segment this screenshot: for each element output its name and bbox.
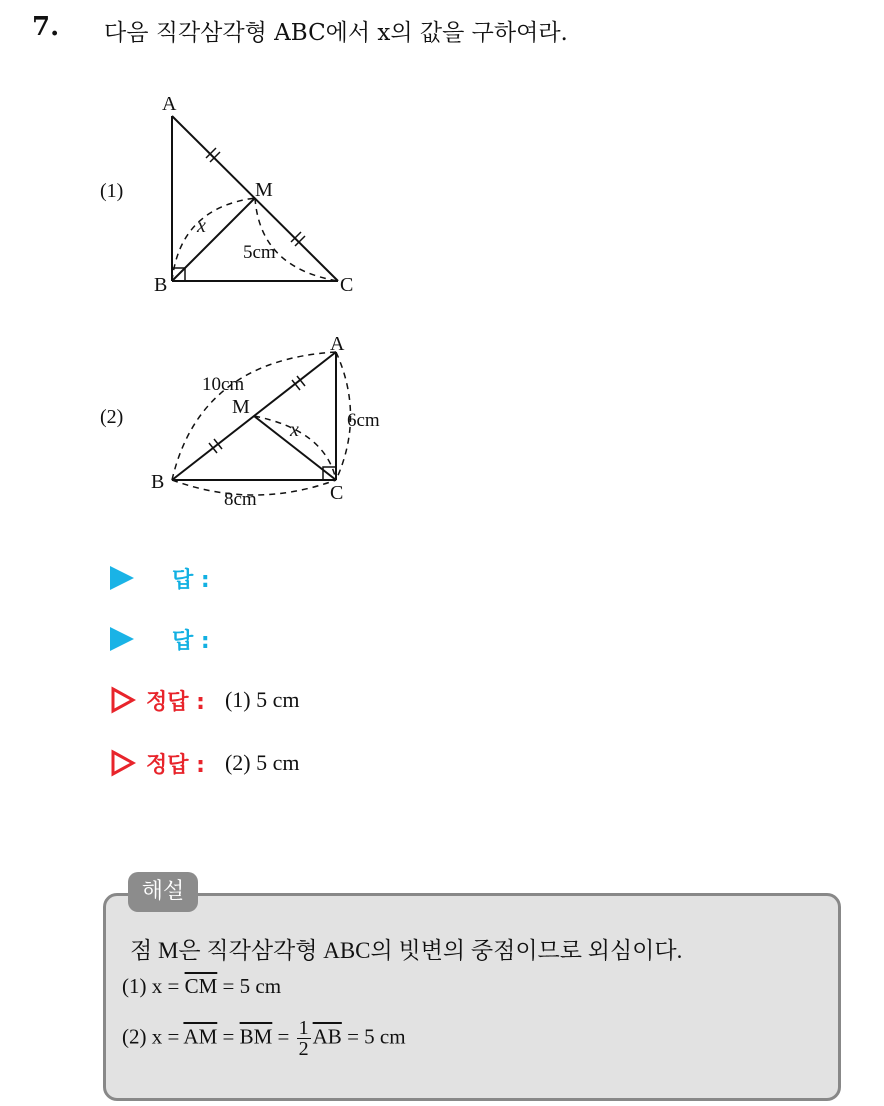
fig2-side-label: 6cm: [347, 410, 380, 431]
explanation-line-3: [122, 1018, 406, 1059]
answer-row-2: [110, 622, 210, 656]
correct-value: (1) 5 cm: [224, 687, 300, 712]
line2-suffix: = 5 cm: [217, 974, 282, 998]
correct-label: 정답 :: [146, 689, 205, 715]
explanation-box: [103, 893, 841, 1101]
outline-triangle-icon: [110, 749, 136, 777]
fig2-point-B: B: [151, 471, 165, 493]
line2-prefix: (1) x =: [122, 974, 185, 998]
line3-suffix: = 5 cm: [341, 1024, 406, 1049]
sub2-label: (2): [100, 406, 124, 428]
answer-row-1: [110, 561, 210, 595]
segment-bm: $\overline{BM}$: [239, 1024, 273, 1049]
figure-2: [140, 330, 410, 515]
segment-ab: $\overline{AB}$: [312, 1024, 342, 1049]
correct-label: 정답 :: [146, 752, 205, 778]
segment-am: $\overline{AM}$: [183, 1024, 218, 1049]
explanation-line-2: [122, 974, 281, 999]
segment-cm: $\overline{CM}$: [184, 974, 218, 998]
line3-prefix: (2) x =: [122, 1024, 184, 1049]
correct-row-2: [110, 746, 300, 780]
fig1-length-label: 5cm: [243, 242, 276, 263]
fraction-half: [297, 1018, 311, 1059]
fig1-point-M: M: [255, 179, 273, 201]
explanation-line-1: 점 M은 직각삼각형 ABC의 빗변의 중점이므로 외심이다.: [130, 938, 683, 963]
equals: =: [272, 1024, 295, 1049]
correct-value: (2) 5 cm: [224, 750, 300, 775]
outline-triangle-icon: [110, 686, 136, 714]
fig2-point-M: M: [232, 396, 250, 418]
fig1-point-B: B: [154, 274, 168, 296]
play-triangle-icon: [110, 566, 134, 590]
fig1-x-label: x: [197, 215, 206, 237]
fraction-denominator: 2: [298, 1038, 309, 1060]
fig2-point-A: A: [330, 333, 345, 355]
question-number: 7.: [32, 12, 60, 42]
correct-row-1: [110, 683, 300, 717]
fig2-point-C: C: [330, 482, 344, 504]
fig2-base-label: 8cm: [224, 489, 257, 510]
fraction-numerator: 1: [298, 1017, 309, 1039]
sub1-label: (1): [100, 180, 124, 202]
fig1-point-C: C: [340, 274, 354, 296]
fig2-x-label: x: [290, 419, 299, 441]
fig1-point-A: A: [162, 93, 177, 115]
fig2-hyp-label: 10cm: [202, 374, 245, 395]
figure-1: [140, 88, 380, 303]
question-text: 다음 직각삼각형 ABC에서 x의 값을 구하여라.: [104, 20, 568, 46]
explanation-tag: 해설: [128, 872, 198, 912]
equals: =: [217, 1024, 240, 1049]
answer-label: 답 :: [172, 567, 210, 593]
answer-label: 답 :: [172, 628, 210, 654]
play-triangle-icon: [110, 627, 134, 651]
